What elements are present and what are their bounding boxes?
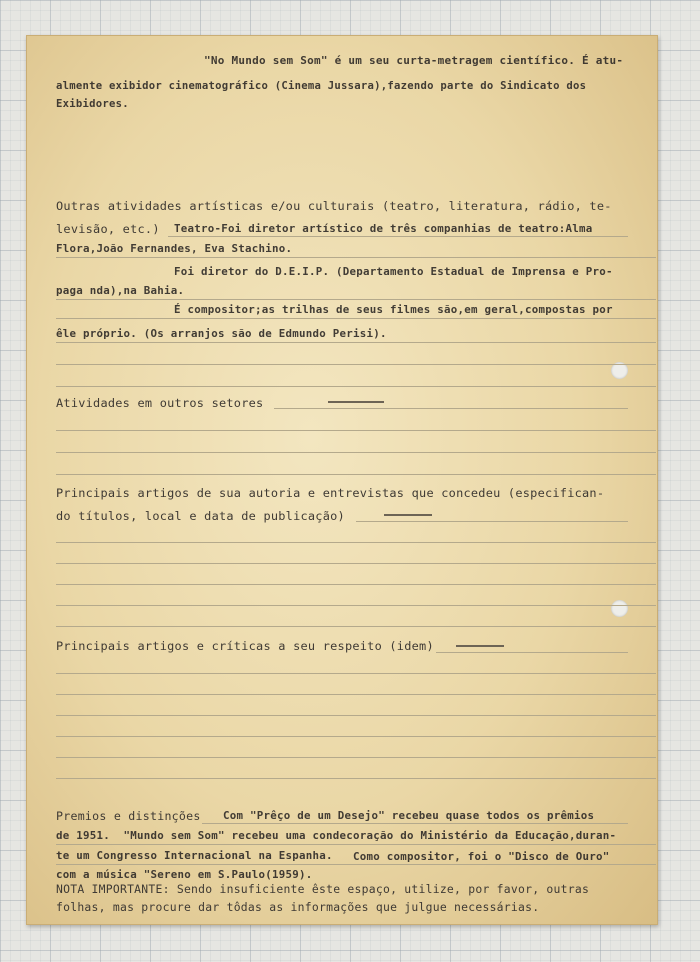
outras-answer-line-2: Flora,João Fernandes, Eva Stachino.	[56, 242, 293, 255]
premios-answer-line-5: com a música "Sereno em S.Paulo(1959).	[56, 868, 313, 881]
artigos-criticas-dash	[456, 645, 504, 647]
artigos-criticas-rule-6	[56, 757, 656, 758]
premios-rule-1	[202, 823, 628, 824]
outros-setores-dash	[328, 401, 384, 403]
outras-answer-line-4: paga nda),na Bahia.	[56, 284, 185, 297]
artigos-criticas-rule-7	[56, 778, 656, 779]
questionnaire-sheet	[26, 35, 658, 925]
outros-setores-rule-3	[56, 452, 656, 453]
header-line-2: almente exibidor cinematográfico (Cinema Jussara),fazendo parte do Sindicato dos	[56, 80, 587, 92]
header-line-1: "No Mundo sem Som" é um seu curta-metragem científico. É atu-	[204, 54, 624, 67]
outras-rule-1	[168, 236, 628, 237]
outras-rule-7	[56, 386, 656, 387]
artigos-criticas-rule-3	[56, 694, 656, 695]
artigos-criticas-label: Principais artigos e críticas a seu respeito (idem)	[56, 639, 434, 653]
premios-answer-line-3: te um Congresso Internacional na Espanha.	[56, 849, 333, 862]
artigos-criticas-rule-1	[436, 652, 628, 653]
nota-line-1: NOTA IMPORTANTE: Sendo insuficiente êste espaço, utilize, por favor, outras	[56, 882, 590, 896]
premios-answer-line-1: Com "Prêço de um Desejo" recebeu quase todos os prêmios	[223, 809, 595, 822]
artigos-criticas-rule-4	[56, 715, 656, 716]
outras-label-line-1: Outras atividades artísticas e/ou culturais (teatro, literatura, rádio, te-	[56, 199, 612, 213]
artigos-criticas-rule-5	[56, 736, 656, 737]
artigos-autoria-rule-5	[56, 605, 656, 606]
artigos-autoria-label-line-1: Principais artigos de sua autoria e entrevistas que concedeu (especifican-	[56, 486, 605, 500]
outras-answer-line-6: êle próprio. (Os arranjos são de Edmundo Perisi).	[56, 327, 387, 340]
outras-answer-line-3: Foi diretor do D.E.I.P. (Departamento Estadual de Imprensa e Pro-	[174, 265, 613, 278]
outras-rule-6	[56, 364, 656, 365]
nota-line-2: folhas, mas procure dar tôdas as informações que julgue necessárias.	[56, 900, 540, 914]
premios-rule-3	[56, 864, 656, 865]
punch-hole-bottom	[611, 600, 628, 617]
artigos-autoria-rule-2	[56, 542, 656, 543]
outras-rule-5	[56, 342, 656, 343]
outras-rule-2	[56, 257, 656, 258]
artigos-autoria-label-line-2: do títulos, local e data de publicação)	[56, 509, 345, 523]
premios-answer-line-2: de 1951. "Mundo sem Som" recebeu uma condecoração do Ministério da Educação,duran-	[56, 829, 617, 842]
outros-setores-rule-1	[274, 408, 628, 409]
outros-setores-rule-2	[56, 430, 656, 431]
artigos-autoria-rule-3	[56, 563, 656, 564]
outras-label-line-2: levisão, etc.)	[56, 222, 160, 236]
outros-setores-rule-4	[56, 474, 656, 475]
artigos-autoria-rule-6	[56, 626, 656, 627]
artigos-autoria-rule-1	[356, 521, 628, 522]
outros-setores-label: Atividades em outros setores	[56, 396, 264, 410]
outras-answer-line-5: É compositor;as trilhas de seus filmes são,em geral,compostas por	[174, 303, 613, 316]
premios-answer-line-4: Como compositor, foi o "Disco de Ouro"	[353, 850, 610, 863]
premios-rule-2	[56, 844, 656, 845]
artigos-criticas-rule-2	[56, 673, 656, 674]
premios-label: Premios e distinções	[56, 809, 201, 823]
artigos-autoria-rule-4	[56, 584, 656, 585]
header-line-3: Exibidores.	[56, 98, 129, 110]
outras-rule-4	[56, 318, 656, 319]
outras-rule-3	[56, 299, 656, 300]
artigos-autoria-dash	[384, 514, 432, 516]
outras-answer-line-1: Teatro-Foi diretor artístico de três companhias de teatro:Alma	[174, 222, 593, 235]
